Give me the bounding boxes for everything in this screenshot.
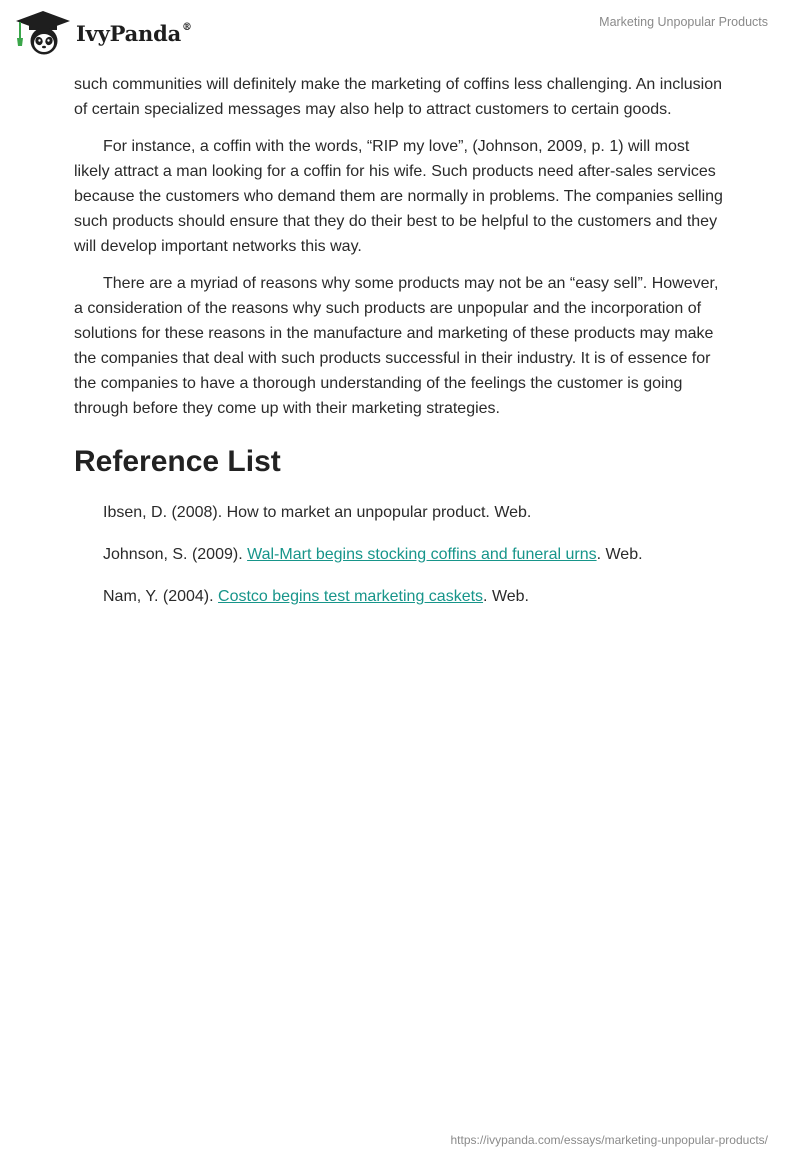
ivypanda-logo[interactable] — [14, 8, 192, 56]
reference-suffix: . Web. — [483, 588, 529, 605]
paragraph-continuation: such communities will definitely make the marketing of coffins less challenging. An inclusion of certain specialized messages may also help to attract customers to certain goods. — [74, 76, 723, 118]
panda-graduate-icon — [14, 8, 72, 56]
reference-list — [74, 501, 724, 609]
document-title: Marketing Unpopular Products — [599, 15, 768, 29]
source-url: https://ivypanda.com/essays/marketing-unpopular-products/ — [450, 1133, 768, 1147]
reference-list-heading: Reference List — [74, 445, 281, 478]
essay-content — [74, 72, 724, 627]
reference-suffix: . Web. — [596, 546, 643, 563]
reference-item — [103, 585, 724, 609]
reference-link[interactable]: Wal-Mart begins stocking coffins and funeral urns — [247, 546, 597, 563]
page-header — [0, 0, 800, 62]
reference-text: Nam, Y. (2004). — [103, 588, 219, 605]
reference-item — [103, 501, 724, 525]
paragraph: There are a myriad of reasons why some products may not be an “easy sell”. However, a consideration of the reasons why such products are unpopular and the incorporation of solutions for these reasons in the manufacture and marketing of these products may make the companies that deal with such products successful in their industry. It is of essence for the companies to have a thorough understanding of the feelings the customer is going through before they come up with their marketing strategies. — [74, 275, 719, 417]
registered-mark: ® — [182, 21, 192, 33]
reference-link[interactable]: Costco begins test marketing caskets — [218, 588, 484, 605]
reference-item — [103, 543, 724, 567]
reference-text: Johnson, S. (2009). — [103, 546, 248, 563]
paragraph: For instance, a coffin with the words, “RIP my love”, (Johnson, 2009, p. 1) will most likely attract a man looking for a coffin for his wife. Such products need after-sales services because the customers who demand them are normally in problems. The companies selling such products should ensure that they do their best to be helpful to the customers and they will develop important networks this way. — [74, 138, 723, 255]
logo-wordmark: IvyPanda® — [76, 20, 192, 46]
reference-text: Ibsen, D. (2008). How to market an unpopular product. Web. — [103, 504, 532, 521]
